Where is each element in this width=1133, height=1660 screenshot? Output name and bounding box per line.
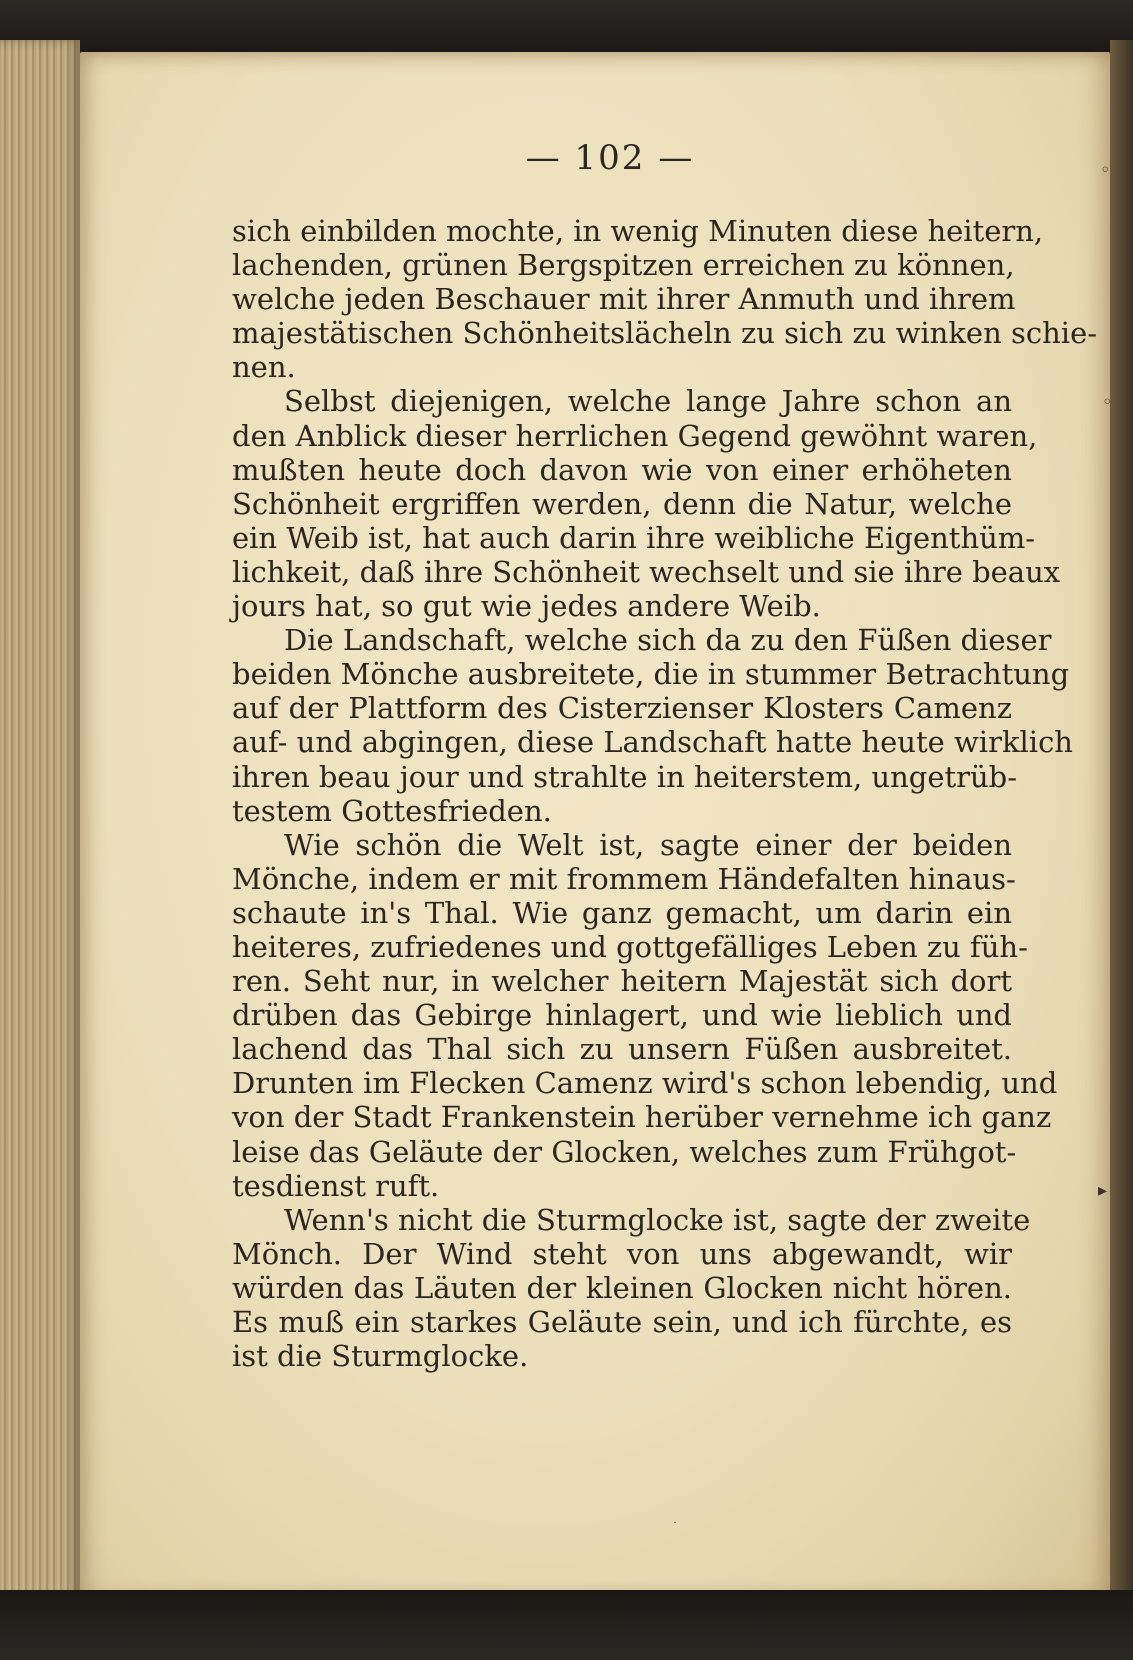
- page-stack-edge: [0, 40, 80, 1610]
- speck-mark: ◦: [1102, 392, 1113, 413]
- paragraph: [232, 623, 1073, 828]
- text-line: leise das Geläute der Glocken, welches zum Frühgot-: [232, 1134, 1017, 1169]
- text-line: ist die Sturmglocke.: [232, 1339, 529, 1374]
- text-line: nen.: [232, 350, 296, 385]
- paragraph: [232, 384, 1061, 624]
- text-line: auf- und abgingen, diese Landschaft hatte heute wirklich: [232, 725, 1073, 760]
- text-line: den Anblick dieser herrlichen Gegend gewöhnt waren,: [232, 418, 1038, 453]
- text-line: von der Stadt Frankenstein herüber vernehme ich ganz: [232, 1100, 1052, 1135]
- speck-mark: ˙: [672, 1520, 678, 1534]
- text-line: Wenn's nicht die Sturmglocke ist, sagte der zweite: [284, 1202, 1031, 1237]
- text-line: schaute in's Thal. Wie ganz gemacht, um darin ein: [232, 895, 1012, 930]
- text-line: ren. Seht nur, in welcher heitern Majestät sich dort: [232, 964, 1012, 999]
- text-line: lichkeit, daß ihre Schönheit wechselt und sie ihre beaux: [232, 554, 1061, 589]
- text-line: majestätischen Schönheitslächeln zu sich zu winken schie-: [232, 316, 1098, 351]
- speck-mark: ◦: [1100, 160, 1111, 181]
- text-line: ihren beau jour und strahlte in heiterstem, ungetrüb-: [232, 759, 1018, 794]
- text-line: Drunten im Flecken Camenz wird's schon lebendig, und: [232, 1066, 1058, 1101]
- book-top-edge: [0, 0, 1133, 58]
- text-line: lachenden, grünen Bergspitzen erreichen zu können,: [232, 248, 1015, 283]
- body-text: [232, 214, 1098, 1374]
- text-line: Es muß ein starkes Geläute sein, und ich fürchte, es: [232, 1305, 1012, 1339]
- paragraph: [232, 214, 1098, 385]
- text-line: welche jeden Beschauer mit ihrer Anmuth und ihrem: [232, 282, 1016, 317]
- text-line: Selbst diejenigen, welche lange Jahre schon an: [284, 384, 1012, 419]
- speck-mark: ▸: [1098, 1180, 1108, 1201]
- text-line: sich einbilden mochte, in wenig Minuten diese heitern,: [232, 214, 1044, 248]
- text-line: lachend das Thal sich zu unsern Füßen ausbreitet.: [232, 1032, 1012, 1067]
- text-line: Mönche, indem er mit frommem Händefalten hinaus-: [232, 861, 1016, 896]
- book-bottom-edge: [0, 1590, 1133, 1660]
- paragraph: [232, 1202, 1031, 1374]
- book-right-edge: [1110, 40, 1133, 1610]
- page-number: — 102 —: [525, 138, 695, 178]
- text-line: beiden Mönche ausbreitete, die in stummer Betrachtung: [232, 657, 1070, 692]
- text-line: Schönheit ergriffen werden, denn die Natur, welche: [232, 486, 1012, 521]
- text-line: ein Weib ist, hat auch darin ihre weibliche Eigenthüm-: [232, 520, 1036, 555]
- text-line: Mönch. Der Wind steht von uns abgewandt, wir: [232, 1236, 1012, 1271]
- text-line: würden das Läuten der kleinen Glocken nicht hören.: [232, 1270, 1012, 1305]
- text-line: mußten heute doch davon wie von einer erhöheten: [232, 452, 1012, 487]
- text-line: jours hat, so gut wie jedes andere Weib.: [232, 589, 821, 624]
- text-line: tesdienst ruft.: [232, 1168, 440, 1203]
- text-line: Die Landschaft, welche sich da zu den Füßen dieser: [284, 623, 1052, 658]
- text-line: auf der Plattform des Cisterzienser Klosters Camenz: [232, 691, 1012, 726]
- text-line: heiteres, zufriedenes und gottgefälliges Leben zu füh-: [232, 929, 1028, 964]
- text-line: Wie schön die Welt ist, sagte einer der beiden: [284, 827, 1012, 862]
- paragraph: [232, 827, 1058, 1203]
- text-line: testem Gottesfrieden.: [232, 793, 552, 828]
- text-line: drüben das Gebirge hinlagert, und wie lieblich und: [232, 998, 1012, 1033]
